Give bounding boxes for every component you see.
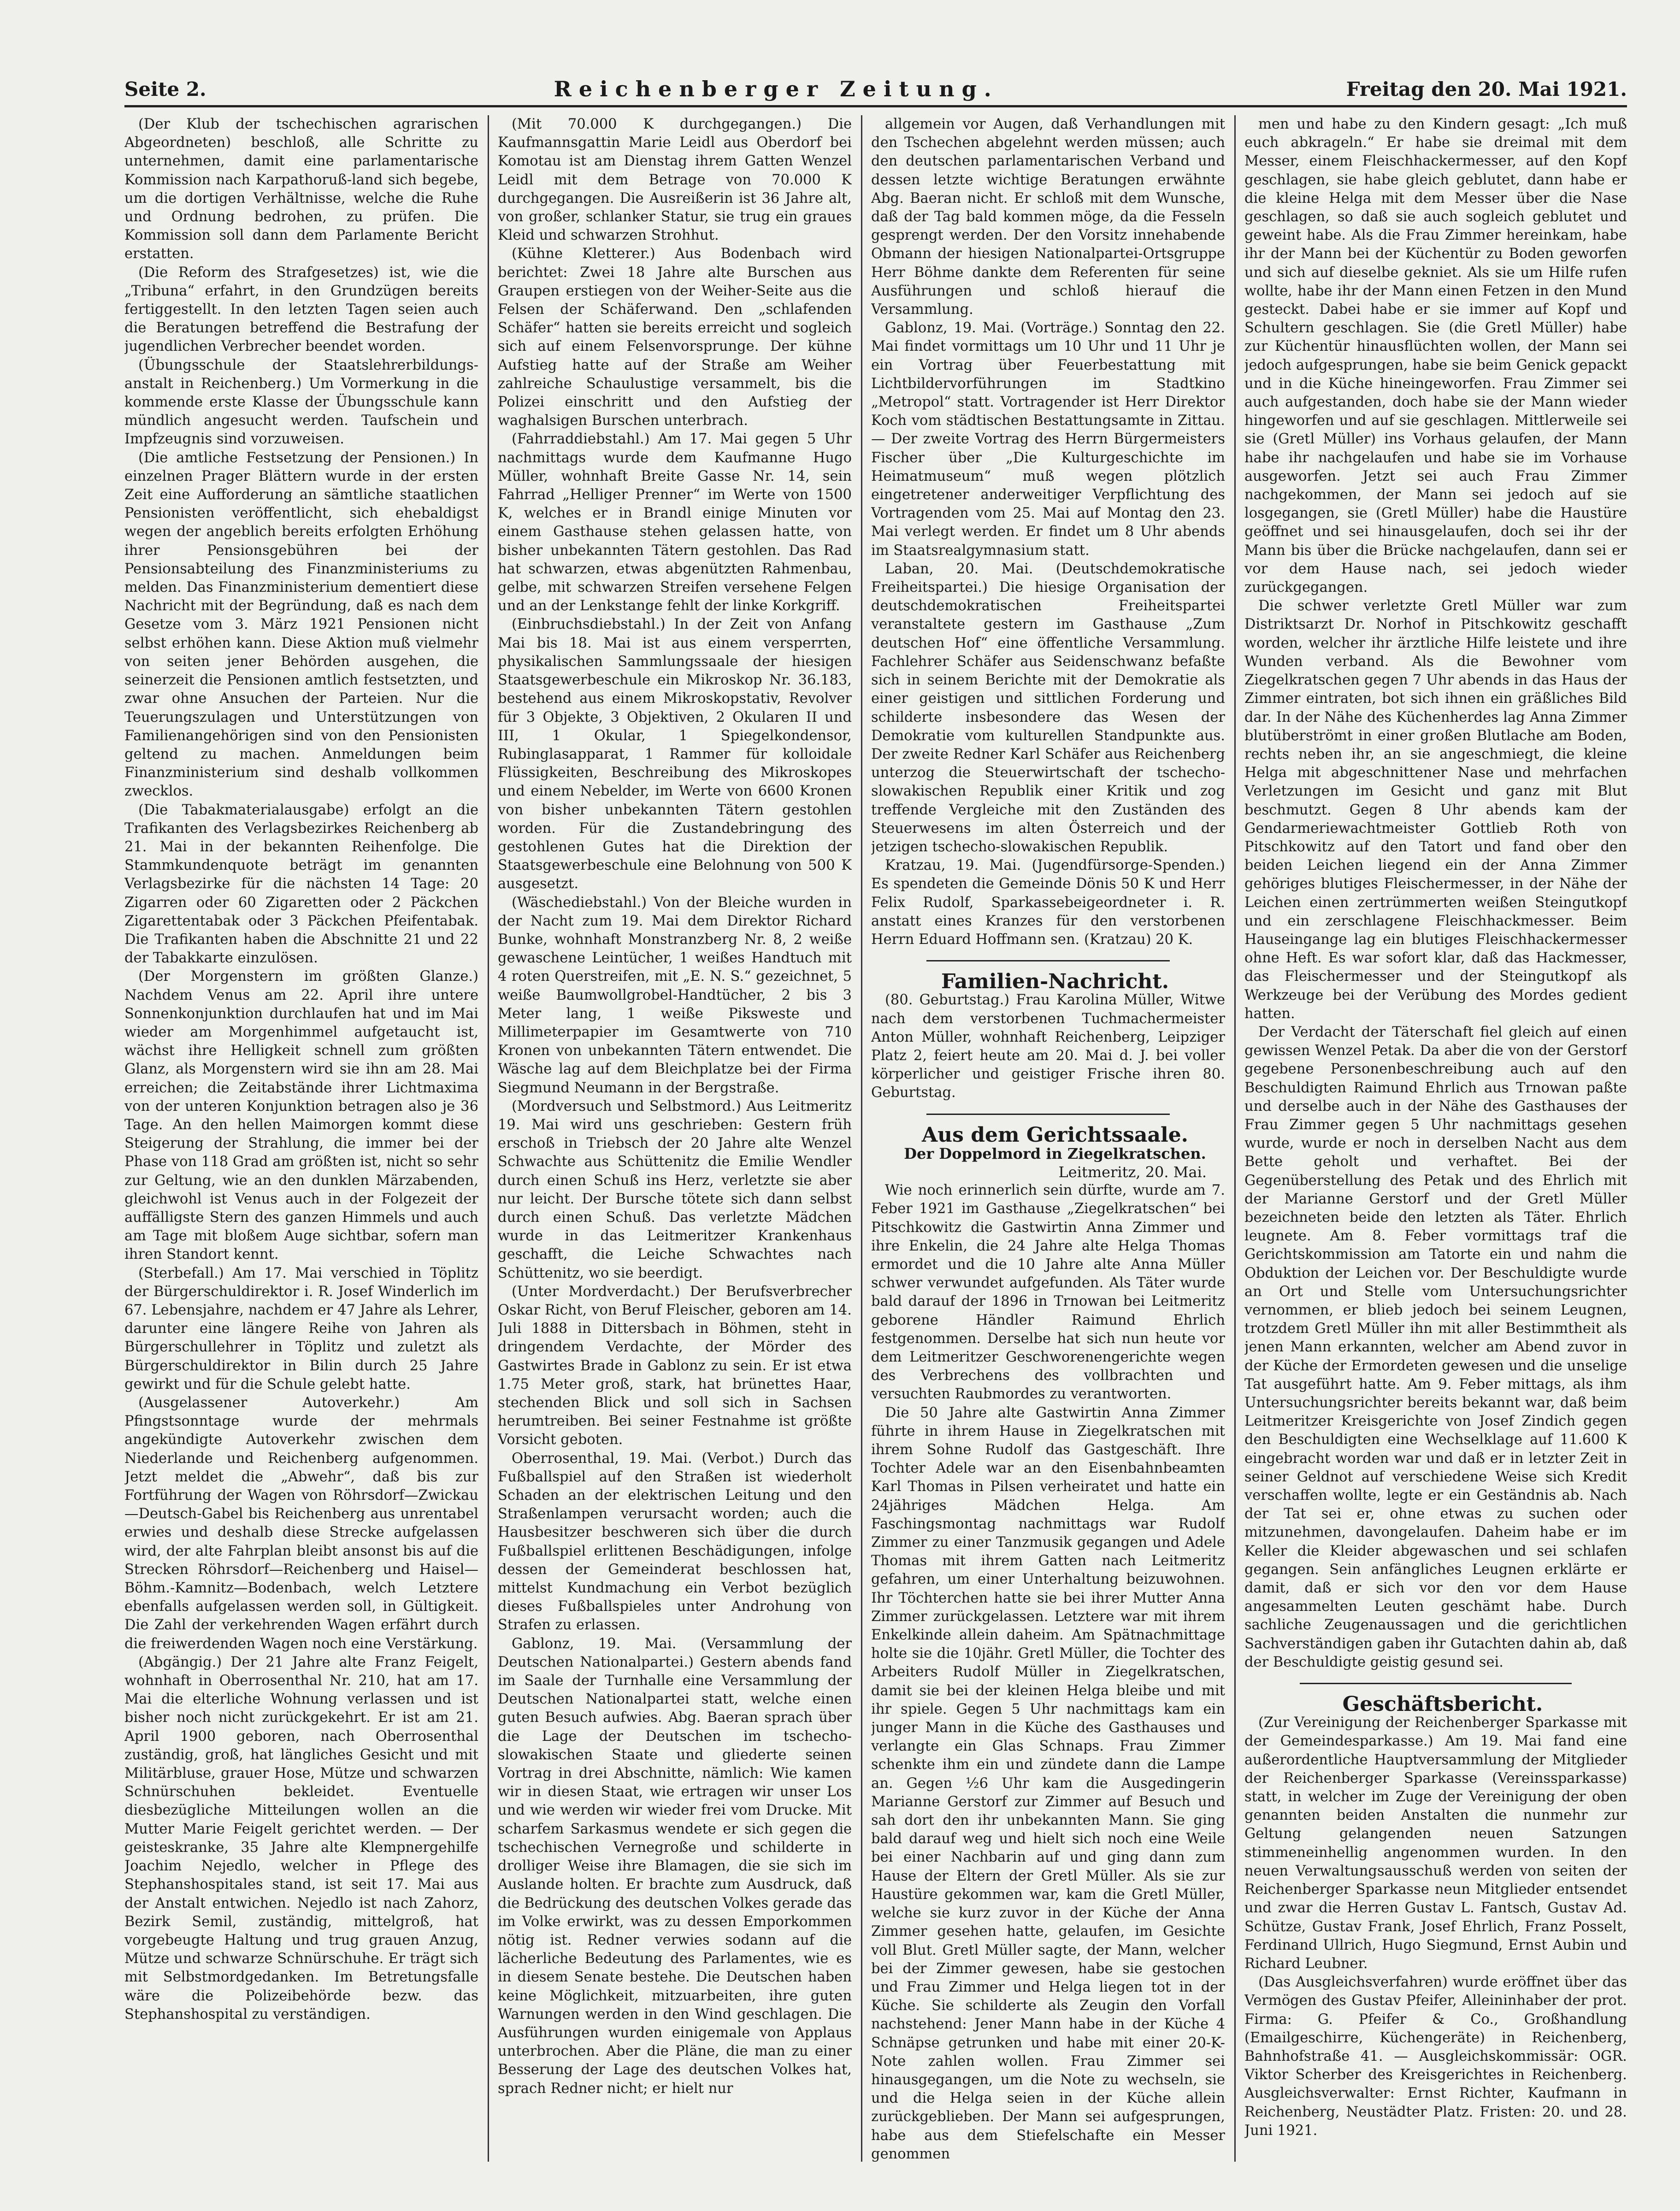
article: allgemein vor Augen, daß Verhandlungen mit den Tschechen abgelehnt werden müssen; auch den deutschen parlamentarischen Verband und dessen letzte wichtige Beratungen erwähnte Abg. Baeran nicht. Er schloß mit dem Wunsche, daß der Tag bald kommen möge, da die Fesseln gesprengt werden. Der den Vorsitz innehabende Obmann der hiesigen Nationalpartei-Ortsgruppe Herr Böhme dankte dem Referenten für seine Ausführungen und schloß hierauf die Versammlung.: [871, 116, 1225, 318]
article: (Die amtliche Festsetzung der Pensionen.) In einzelnen Prager Blättern wurde in der ersten Zeit eine Aufforderung an sämtliche staatlichen Pensionisten veröffentlicht, sich ehebaldigst wegen der angeblich bereits erfolgten Erhöhung ihrer Pensionsgebühren bei der Pensionsabteilung des Finanzministeriums zu melden. Das Finanzministerium dementiert diese Nachricht mit der Begründung, daß es nach dem Gesetze vom 3. März 1921 Pensionen nicht selbst erhöhen kann. Diese Aktion muß vielmehr von seiten jener Behörden ausgehen, die seinerzeit die Pensionen amtlich festsetzten, und zwar ohne Ansuchen der Parteien. Nur die Teuerungszulagen und Unterstützungen von Familienangehörigen sind von den Pensionisten geltend zu machen. Anmeldungen beim Finanzministerium sind deshalb vollkommen zwecklos.: [124, 449, 478, 800]
section-divider: [1300, 1683, 1572, 1684]
article: (Der Morgenstern im größten Glanze.) Nachdem Venus am 22. April ihre untere Sonnenkonjunktion durchlaufen hat und im Mai wieder am Morgenhimmel aufgetaucht ist, wächst ihre Helligkeit schnell zum größten Glanz, als Morgenstern wird sie ihn am 28. Mai erreichen; die Zeitabstände ihrer Lichtmaxima von der unteren Konjunktion betragen also je 36 Tage. An den hellen Maimorgen kommt diese Steigerung der Strahlung, die immer bei der Phase von 118 Grad am größten ist, nicht so sehr zur Geltung, wie an den dunklen Märzabenden, gleichwohl ist Venus auch in der Folgezeit der auffälligste Stern des ganzen Himmels und auch am Tage mit bloßem Auge sichtbar, sofern man ihren Standort kennt.: [124, 968, 478, 1263]
column-divider: [488, 115, 489, 2162]
article: Gablonz, 19. Mai. (Versammlung der Deutschen Nationalpartei.) Gestern abends fand im Saale der Turnhalle eine Versammlung der Deutschen Nationalpartei statt, welche einen guten Besuch aufwies. Abg. Baeran sprach über die Lage der Deutschen im tschecho-slowakischen Staate und gliederte seinen Vortrag in drei Abschnitte, nämlich: Wie kamen wir in diesen Staat, wie ertragen wir unser Los und wie werden wir wieder frei vom Drucke. Mit scharfem Sarkasmus wendete er sich gegen die tschechischen Vernegroße und schilderte in drolliger Weise ihre Blamagen, die sie sich im Auslande holten. Er brachte zum Ausdruck, daß die Bedrückung des deutschen Volkes gerade das im Volke erwirkt, was zu dessen Emporkommen nötig ist. Redner verwies sodann auf die lächerliche Bedeutung des Parlamentes, wie es in diesem Senate bestehe. Die Deutschen haben keine Möglichkeit, mitzuarbeiten, ihre guten Warnungen werden in den Wind geschlagen. Die Ausführungen wurden einigemale von Applaus unterbrochen. Aber die Pläne, die man zu einer Besserung der Lage des deutschen Volkes hat, sprach Redner nicht; er hielt nur: [498, 1635, 852, 2097]
article: (Unter Mordverdacht.) Der Berufsverbrecher Oskar Richt, von Beruf Fleischer, geboren am 14. Juli 1888 in Dittersbach in Böhmen, steht in dringendem Verdachte, der Mörder des Gastwirtes Brade in Gablonz zu sein. Er ist etwa 1.75 Meter groß, stark, hat brünettes Haar, stechenden Blick und soll sich in Sachsen herumtreiben. Bei seiner Festnahme ist größte Vorsicht geboten.: [498, 1283, 852, 1448]
court-continuation: Die schwer verletzte Gretl Müller war zum Distriktsarzt Dr. Norhof in Pitschkowitz geschafft worden, welcher ihr ärztliche Hilfe leistete und ihre Wunden verband. Als die Bewohner vom Ziegelkratschen gegen 7 Uhr abends in das Haus der Zimmer eintraten, bot sich ihnen ein gräßliches Bild dar. In der Nähe des Küchenherdes lag Anna Zimmer blutüberströmt in einer großen Blutlache am Boden, rechts neben ihr, an sie angeschmiegt, die kleine Helga mit abgeschnittener Nase und mehrfachen Verletzungen im Gesicht und ganz mit Blut beschmutzt. Gegen 8 Uhr abends kam der Gendarmeriewachtmeister Gottlieb Roth von Pitschkowitz auf den Tatort und fand ober den beiden Leichen liegend ein der Anna Zimmer gehöriges blutiges Fleischermesser, in der Nähe der Leichen einen zertrümmerten weißen Steingutkopf und ein zerschlagene Fleischhackmesser. Beim Hauseingange lag ein blutiges Fleischhackermesser ohne Heft. Es war sofort klar, daß das Hackmesser, das Fleischermesser und der Steingutkopf als Werkzeuge bei der Verübung des Mordes gedient hatten.: [1244, 598, 1627, 1022]
column-3: [871, 115, 1225, 2162]
column-1: [124, 115, 478, 2162]
column-divider: [861, 115, 862, 2162]
court-continuation: men und habe zu den Kindern gesagt: „Ich muß euch abkrageln.“ Er habe sie dreimal mit dem Messer, einem Fleischhackermesser, auf den Kopf geschlagen, sie habe gleich geblutet, dann habe er die kleine Helga mit dem Messer über die Nase geschlagen, so daß sie auch sogleich geblutet und geweint habe. Als die Frau Zimmer hereinkam, habe ihr der Mann bei der Küchentür zu Boden geworfen und sich auf dieselbe gekniet. Als sie um Hilfe rufen wollte, habe ihr der Mann einen Fetzen in den Mund gesteckt. Dabei habe er sie immer auf Kopf und Schultern geschlagen. Sie (die Gretl Müller) habe zur Küchentür hinausflüchten wollen, der Mann sei jedoch aufgesprungen, habe sie beim Genick gepackt und in die Küche hineingeworfen. Frau Zimmer sei auch aufgestanden, doch habe sie der Mann wieder hingeworfen und auf sie geschlagen. Mittlerweile sei sie (Gretl Müller) ins Vorhaus gelaufen, der Mann habe ihr nachgelaufen und habe sie im Vorhause ausgeworfen. Jetzt sei auch Frau Zimmer nachgekommen, der Mann sei jedoch auf sie losgegangen, sie (Gretl Müller) habe die Haustüre geöffnet und sei hinausgelaufen, doch sei ihr der Mann bis über die Brücke nachgelaufen, dann sei er vor dem Hause nach, sei jedoch wieder zurückgegangen.: [1244, 116, 1627, 596]
article: (Ausgelassener Autoverkehr.) Am Pfingstsonntage wurde der mehrmals angekündigte Autoverkehr zwischen dem Niederlande und Reichenberg aufgenommen. Jetzt meldet die „Abwehr“, daß bis zur Fortführung der Wagen von Röhrsdorf—Zwickau—Deutsch-Gabel bis Reichenberg aus unrentabel erwies und deshalb diese Strecke aufgelassen wird, der alte Fahrplan bleibt ansonst bis auf die Strecken Röhrsdorf—Reichenberg und Haisel—Böhm.-Kamnitz—Bodenbach, welch Letztere ebenfalls aufgelassen werden soll, in Gültigkeit. Die Zahl der verkehrenden Wagen erfährt durch die freiwerdenden Wagen noch eine Verstärkung.: [124, 1395, 478, 1652]
court-paragraph: Die 50 Jahre alte Gastwirtin Anna Zimmer führte in ihrem Hause in Ziegelkratschen mit ihrem Sohne Rudolf das Gastgeschäft. Ihre Tochter Adele war an den Eisenbahnbeamten Karl Thomas in Pilsen verheiratet und hatte ein 24jähriges Mädchen Helga. Am Faschingsmontag nachmittags war Rudolf Zimmer zu einer Tanzmusik gegangen und Adele Thomas mit ihrem Gatten nach Leitmeritz gefahren, um einer Unterhaltung beizuwohnen. Ihr Töchterchen hatte sie bei ihrer Mutter Anna Zimmer zurückgelassen. Letztere war mit ihrem Enkelkinde allein daheim. Am Spätnachmittage holte sie die 10jähr. Gretl Müller, die Tochter des Arbeiters Rudolf Müller in Ziegelkratschen, damit sie bei der kleinen Helga bleibe und mit ihr spiele. Gegen 5 Uhr nachmittags kam ein junger Mann in die Küche des Gasthauses und verlangte ein Glas Schnaps. Frau Zimmer schenkte ihm ein und zündete dann die Lampe an. Gegen ½6 Uhr kam die Ausgedingerin Marianne Gerstorf zur Zimmer auf Besuch und sah dort den ihr unbekannten Mann. Sie ging bald darauf weg und hielt sich noch eine Weile bei einer Nachbarin auf und ging dann zum Hause der Eltern der Gretl Müller. Als sie zur Haustüre gekommen war, kam die Gretl Müller, welche sie kurz zuvor in der Küche der Anna Zimmer gesehen hatte, gelaufen, im Gesichte voll Blut. Gretl Müller sagte, der Mann, welcher bei der Zimmer gewesen, habe sie gestochen und Frau Zimmer und Helga liegen tot in der Küche. Sie schilderte als Zeugin den Vorfall nachstehend: Jener Mann habe in der Küche 4 Schnäpse getrunken und habe mit einer 20-K-Note zahlen wollen. Frau Zimmer sei hinausgegangen, um die Note zu wechseln, sie und die Helga seien in der Küche allein zurückgeblieben. Der Mann sei aufgesprungen, habe aus dem Stiefelschafte ein Messer genommen: [871, 1404, 1225, 2162]
business-paragraph: (Das Ausgleichsverfahren) wurde eröffnet über das Vermögen des Gustav Pfeifer, Alleininhaber der prot. Firma: G. Pfeifer & Co., Großhandlung (Emailgeschirre, Küchengeräte) in Reichenberg, Bahnhofstraße 41. — Ausgleichskommissär: OGR. Viktor Scherber des Kreisgerichtes in Reichenberg. Ausgleichsverwalter: Ernst Richter, Kaufmann in Reichenberg, Neustädter Platz. Fristen: 20. und 28. Juni 1921.: [1244, 1974, 1627, 2139]
article: (Einbruchsdiebstahl.) In der Zeit von Anfang Mai bis 18. Mai ist aus einem versperrten, physikalischen Sammlungssaale der hiesigen Staatsgewerbeschule ein Mikroskop Nr. 36.183, bestehend aus einem Mikroskopstativ, Revolver für 3 Objekte, 3 Objektiven, 2 Okularen II und III, 1 Okular, 1 Spiegelkondensor, Rubinglasapparat, 1 Rammer für kolloidale Flüssigkeiten, Beschreibung des Mikroskopes und einem Nebelder, im Werte von 6600 Kronen von bisher unbekannten Tätern gestohlen worden. Für die Zustandebringung des gestohlenen Gutes hat die Direktion der Staatsgewerbeschule eine Belohnung von 500 K ausgesetzt.: [498, 616, 852, 892]
court-heading: Aus dem Gerichtssaale.: [921, 1123, 1188, 1147]
article: (Die Tabakmaterialausgabe) erfolgt an die Trafikanten des Verlagsbezirkes Reichenberg ab 21. Mai in der bekannten Reihenfolge. Die Stammkundenquote beträgt im genannten Verlagsbezirke für die nächsten 14 Tage: 20 Zigarren oder 60 Zigaretten oder 2 Päckchen Zigarettentabak oder 3 Päckchen Pfeifentabak. Die Trafikanten haben die Abschnitte 21 und 22 der Tabakkarte einzulösen.: [124, 802, 478, 967]
family-news-text: (80. Geburtstag.) Frau Karolina Müller, Witwe nach dem verstorbenen Tuchmachermeister Anton Müller, wohnhaft Reichenberg, Leipziger Platz 2, feiert heute am 20. Mai d. J. bei voller körperlicher und geistiger Frische ihren 80. Geburtstag.: [871, 992, 1225, 1101]
family-news-heading: Familien-Nachricht.: [941, 970, 1169, 994]
article: (Fahrraddiebstahl.) Am 17. Mai gegen 5 Uhr nachmittags wurde dem Kaufmanne Hugo Müller, wohnhaft Breite Gasse Nr. 14, sein Fahrrad „Helliger Prenner“ im Werte von 1500 K, welches er in Brandl einige Minuten vor einem Gasthause stehen gelassen hatte, von bisher unbekannten Tätern gestohlen. Das Rad hat schwarzen, etwas abgenützten Rahmenbau, gelbe, mit schwarzen Streifen versehene Felgen und an der Lenkstange fehlt der linke Korkgriff.: [498, 431, 852, 614]
article: (Kühne Kletterer.) Aus Bodenbach wird berichtet: Zwei 18 Jahre alte Burschen aus Graupen erstiegen von der Weiher-Seite aus die Felsen der Schäferwand. Den „schlafenden Schäfer“ hatten sie bereits erreicht und sogleich sich auf einem Felsenvorsprunge. Der kühne Aufstieg hatte auf der Straße am Weiher zahlreiche Schaulustige versammelt, bis die Polizei einschritt und den Aufstieg der waghalsigen Burschen unterbrach.: [498, 246, 852, 429]
column-2: [498, 115, 852, 2162]
court-continuation: Der Verdacht der Täterschaft fiel gleich auf einen gewissen Wenzel Petak. Da aber die von der Gerstorf gegebene Personenbeschreibung auch auf den Beschuldigten Raimund Ehrlich aus Trnowan paßte und derselbe auch in der Nähe des Gasthauses der Frau Zimmer gegen 5 Uhr nachmittags gesehen wurde, wurde er noch in derselben Nacht aus dem Bette geholt und verhaftet. Bei der Gegenüberstellung des Petak und des Ehrlich mit der Marianne Gerstorf und der Gretl Müller bezeichneten beide den letzten als Täter. Ehrlich leugnete. Am 8. Feber vormittags traf die Gerichtskommission am Tatorte ein und nahm die Obduktion der Leichen vor. Der Beschuldigte wurde an Ort und Stelle vom Untersuchungsrichter vernommen, er blieb jedoch bei seinem Leugnen, trotzdem Gretl Müller ihn mit aller Bestimmtheit als jenen Mann erkannten, welcher am Abend zuvor in der Küche der Ermordeten gewesen und die unselige Tat ausgeführt hatte. Am 9. Feber mittags, als ihm Untersuchungsrichter bereits bekannt war, daß beim Leitmeritzer Kreisgerichte von Josef Zindich gegen den Beschuldigten eine Wechselklage auf 11.600 K eingebracht worden war und daß er in letzter Zeit in seiner Geldnot auf verschiedene Weise sich Kredit verschaffen wollte, legte er ein Geständnis ab. Nach der Tat sei er, ohne etwas zu suchen oder mitzunehmen, davongelaufen. Daheim habe er im Keller die Kleider abgewaschen und sei schlafen gegangen. Sein anfängliches Leugnen erklärte er damit, daß er sich vor den vor dem Hause angesammelten Leuten geschämt habe. Durch sachliche Zeugenaussagen und die gerichtlichen Sachverständigen gaben ihr Gutachten dahin ab, daß der Beschuldigte geistig gesund sei.: [1244, 1024, 1627, 1670]
article: Laban, 20. Mai. (Deutschdemokratische Freiheitspartei.) Die hiesige Organisation der deutschdemokratischen Freiheitspartei veranstaltete gestern im Gasthause „Zum deutschen Hof“ eine öffentliche Versammlung. Fachlehrer Schäfer aus Seidenschwanz befaßte sich in seinem Berichte mit der Demokratie als einer geistigen und sittlichen Forderung und schilderte insbesondere das Wesen der Demokratie vom kulturellen Standpunkte aus. Der zweite Redner Karl Schäfer aus Reichenberg unterzog die Steuerwirtschaft der tschecho-slowakischen Republik einer Kritik und zog treffende Vergleiche mit den Zuständen des Steuerwesens im alten Österreich und der jetzigen tschecho-slowakischen Republik.: [871, 560, 1225, 855]
column-divider: [1234, 115, 1236, 2162]
court-subheading: Der Doppelmord in Ziegelkratschen.: [904, 1144, 1206, 1162]
page-header: [124, 73, 1627, 107]
article: (Wäschediebstahl.) Von der Bleiche wurden in der Nacht zum 19. Mai dem Direktor Richard Bunke, wohnhaft Monstranzberg Nr. 8, 2 weiße gewaschene Leintücher, 1 weißes Handtuch mit 4 roten Querstreifen, mit „E. N. S.“ gezeichnet, 5 weiße Baumwollgrobel-Handtücher, 2 bis 3 Meter lang, 1 weiße Piksweste und Millimeterpapier im Gesamtwerte von 710 Kronen von unbekannten Tätern entwendet. Die Wäsche lag auf dem Bleichplatze bei der Firma Siegmund Neumann in der Bergstraße.: [498, 894, 852, 1096]
section-divider: [926, 1114, 1170, 1115]
article: (Übungsschule der Staatslehrerbildungs-anstalt in Reichenberg.) Um Vormerkung in die kommende erste Klasse der Übungsschule kann mündlich angesucht werden. Taufschein und Impfzeugnis sind vorzuweisen.: [124, 357, 478, 448]
business-paragraph: (Zur Vereinigung der Reichenberger Sparkasse mit der Gemeindesparkasse.) Am 19. Mai fand eine außerordentliche Hauptversammlung der Mitglieder der Reichenberger Sparkasse (Vereinssparkasse) statt, in welcher im Zuge der Vereinigung der oben genannten beiden Anstalten die nunmehr zur Geltung gelangenden neuen Satzungen stimmeneinhellig angenommen wurden. In den neuen Verwaltungsausschuß werden von seiten der Reichenberger Sparkasse neun Mitglieder entsendet und zwar die Herren Gustav L. Fantsch, Gustav Ad. Schütze, Gustav Frank, Josef Ehrlich, Franz Posselt, Ferdinand Ullrich, Hugo Siegmund, Ernst Aubin und Richard Leubner.: [1244, 1715, 1627, 1972]
article: Gablonz, 19. Mai. (Vorträge.) Sonntag den 22. Mai findet vormittags um 10 Uhr und 11 Uhr je ein Vortrag über Feuerbestattung mit Lichtbildervorführungen im Stadtkino „Metropol“ statt. Vortragender ist Herr Direktor Koch vom städtischen Bestattungsamte in Zittau. — Der zweite Vortrag des Herrn Bürgermeisters Fischer über „Die Kulturgeschichte im Heimatmuseum“ muß wegen plötzlich eingetretener anderweitiger Verpflichtung des Vortragenden vom 25. Mai auf Montag den 23. Mai verlegt werden. Er findet um 8 Uhr abends im Staatsrealgymnasium statt.: [871, 320, 1225, 559]
article: (Mordversuch und Selbstmord.) Aus Leitmeritz 19. Mai wird uns geschrieben: Gestern früh erschoß in Triebsch der 20 Jahre alte Wenzel Schwachte aus Schüttenitz die Emilie Wendler durch einen Schuß ins Herz, verletzte sie aber nur leicht. Der Bursche tötete sich dann selbst durch einen Schuß. Das verletzte Mädchen wurde in das Leitmeritzer Krankenhaus geschafft, die Leiche Schwachtes nach Schüttenitz, wo sie beerdigt.: [498, 1098, 852, 1281]
article: (Sterbefall.) Am 17. Mai verschied in Töplitz der Bürgerschuldirektor i. R. Josef Winderlich im 67. Lebensjahre, nachdem er 47 Jahre als Lehrer, darunter eine längere Reihe von Jahren als Bürgerschullehrer in Töplitz und zuletzt als Bürgerschuldirektor in Bilin durch 25 Jahre gewirkt und für die Schule gelebt hatte.: [124, 1265, 478, 1392]
business-heading: Geschäftsbericht.: [1342, 1692, 1543, 1716]
article: Oberrosenthal, 19. Mai. (Verbot.) Durch das Fußballspiel auf den Straßen ist wiederholt Schaden an der elektrischen Leitung und den Straßenlampen verursacht worden; auch die Hausbesitzer beschweren sich über die durch Fußballspiel erlittenen Beschädigungen, infolge dessen der Gemeinderat beschlossen hat, mittelst Kundmachung ein Verbot bezüglich dieses Fußballspieles unter Androhung von Strafen zu erlassen.: [498, 1450, 852, 1633]
column-4: [1244, 115, 1627, 2162]
article: (Die Reform des Strafgesetzes) ist, wie die „Tribuna“ erfahrt, in den Grundzügen bereits fertiggestellt. In den letzten Tagen seien auch die Beratungen betreffend die Bestrafung der jugendlichen Verbrecher beendet worden.: [124, 264, 478, 355]
court-dateline: Leitmeritz, 20. Mai.: [1058, 1163, 1207, 1181]
issue-date: Freitag den 20. Mai 1921.: [1346, 77, 1627, 100]
article: Kratzau, 19. Mai. (Jugendfürsorge-Spenden.) Es spendeten die Gemeinde Dönis 50 K und Herr Felix Rudolf, Sparkassebeigeordneter i. R. anstatt eines Kranzes für den verstorbenen Herrn Eduard Hoffmann sen. (Kratzau) 20 K.: [871, 857, 1225, 948]
newspaper-title: Reichenberger Zeitung.: [554, 77, 999, 101]
article: (Der Klub der tschechischen agrarischen Abgeordneten) beschloß, alle Schritte zu unternehmen, damit eine parlamentarische Kommission nach Karpathoruß-land sich begebe, um die dortigen Verhältnisse, welche die Ruhe und Ordnung bedrohen, zu prüfen. Die Kommission soll dann dem Parlamente Bericht erstatten.: [124, 116, 478, 262]
section-divider: [926, 960, 1170, 961]
court-paragraph: Wie noch erinnerlich sein dürfte, wurde am 7. Feber 1921 im Gasthause „Ziegelkratschen“ bei Pitschkowitz die Gastwirtin Anna Zimmer und ihre Enkelin, die 24 Jahre alte Helga Thomas ermordet und die 10 Jahre alte Anna Müller schwer verwundet aufgefunden. Als Täter wurde bald darauf der 1896 in Trnowan bei Leitmeritz geborene Händler Raimund Ehrlich festgenommen. Derselbe hat sich nun heute vor dem Leitmeritzer Geschworenengerichte wegen des Verbrechens des vollbrachten und versuchten Raubmordes zu verantworten.: [871, 1182, 1225, 1403]
page-number: Seite 2.: [124, 77, 206, 100]
article: (Mit 70.000 K durchgegangen.) Die Kaufmannsgattin Marie Leidl aus Oberdorf bei Komotau ist am Dienstag ihrem Gatten Wenzel Leidl mit dem Betrage von 70.000 K durchgegangen. Die Ausreißerin ist 36 Jahre alt, von großer, schlanker Statur, sie trug ein graues Kleid und schwarzen Strohhut.: [498, 116, 852, 244]
article: (Abgängig.) Der 21 Jahre alte Franz Feigelt, wohnhaft in Oberrosenthal Nr. 210, hat am 17. Mai die elterliche Wohnung verlassen und ist bisher noch nicht zurückgekehrt. Er ist am 21. April 1900 geboren, nach Oberrosenthal zuständig, groß, hat längliches Gesicht und mit Militärbluse, grauer Hose, Mütze und schwarzen Schnürschuhen bekleidet. Eventuelle diesbezügliche Mitteilungen wollen an die Mutter Marie Feigelt gerichtet werden. — Der geisteskranke, 35 Jahre alte Klempnergehilfe Joachim Nejedlo, welcher in Pflege des Stephanshospitales stand, ist seit 17. Mai aus der Anstalt entwichen. Nejedlo ist nach Zahorz, Bezirk Semil, zuständig, mittelgroß, hat vorgebeugte Haltung und trug grauen Anzug, Mütze und schwarze Schnürschuhe. Er trägt sich mit Selbstmordgedanken. Im Betretungsfalle wäre die Polizeibehörde bezw. das Stephanshospital zu verständigen.: [124, 1654, 478, 2022]
